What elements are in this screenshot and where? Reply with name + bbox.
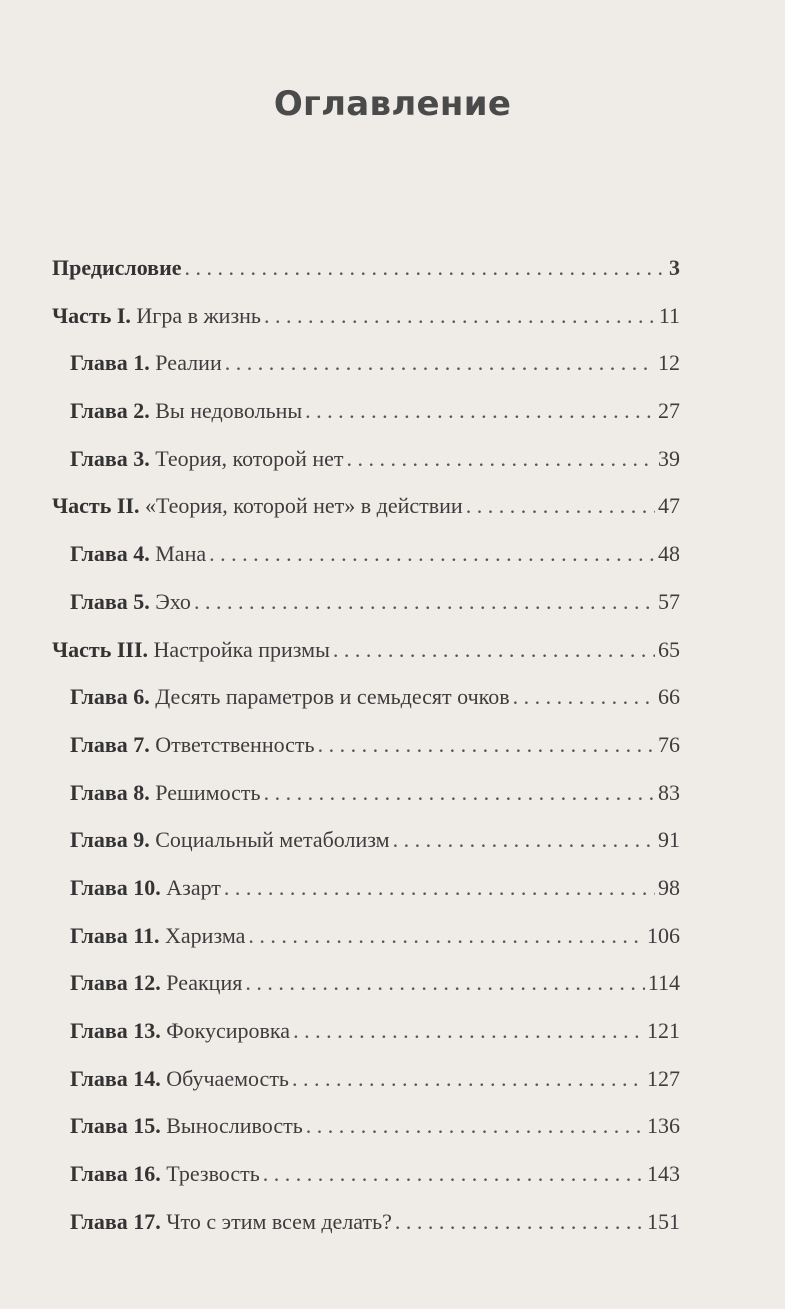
entry-label: [52, 486, 463, 526]
page-number: 83: [658, 779, 680, 805]
page-number: 106: [647, 922, 680, 948]
entry-label: [70, 916, 245, 956]
entry-prefix: Глава 16.: [70, 1161, 161, 1187]
dot-leader: [209, 534, 655, 574]
page-number: 151: [647, 1208, 680, 1234]
dot-leader: [333, 630, 655, 670]
page-number: 11: [658, 302, 680, 328]
entry-title: Трезвость: [166, 1161, 260, 1187]
entry-label: [70, 725, 315, 765]
entry-prefix: Глава 11.: [70, 922, 160, 948]
toc-chapter-entry: [52, 1154, 680, 1202]
toc-chapter-entry: [52, 1059, 680, 1107]
dot-leader: [263, 1154, 644, 1194]
page-number: 27: [658, 398, 680, 424]
toc-chapter-entry: [52, 773, 680, 821]
entry-title: «Теория, которой нет» в действии: [144, 493, 463, 519]
entry-label: [70, 1154, 260, 1194]
entry-title: Десять параметров и семьдесят очков: [155, 684, 510, 710]
page-number: 114: [647, 970, 680, 996]
entry-label: [52, 630, 330, 670]
page-number: 47: [658, 493, 680, 519]
entry-prefix: Глава 4.: [70, 541, 150, 567]
dot-leader: [224, 868, 655, 908]
entry-title: Что с этим всем делать?: [166, 1208, 392, 1234]
toc-chapter-entry: [52, 391, 680, 439]
page-number: 39: [658, 445, 680, 471]
page-number: 91: [658, 827, 680, 853]
dot-leader: [393, 820, 655, 860]
entry-label: [70, 439, 344, 479]
entry-label: [70, 582, 191, 622]
toc-chapter-entry: [52, 582, 680, 630]
page-number: 65: [658, 636, 680, 662]
entry-prefix: Глава 12.: [70, 970, 161, 996]
entry-title: Азарт: [166, 874, 221, 900]
dot-leader: [395, 1202, 644, 1242]
dot-leader: [292, 1059, 644, 1099]
toc-chapter-entry: [52, 868, 680, 916]
entry-label: [70, 1059, 289, 1099]
entry-title: Настройка призмы: [153, 636, 330, 662]
toc-part-entry: [52, 248, 680, 296]
toc-part-entry: [52, 486, 680, 534]
dot-leader: [293, 1011, 644, 1051]
entry-label: [70, 391, 302, 431]
dot-leader: [248, 916, 644, 956]
dot-leader: [513, 677, 655, 717]
entry-prefix: Предисловие: [52, 255, 182, 280]
toc-chapter-entry: [52, 820, 680, 868]
entry-title: Социальный метаболизм: [155, 827, 390, 853]
entry-prefix: Глава 13.: [70, 1018, 161, 1043]
toc-chapter-entry: [52, 677, 680, 725]
page-number: 143: [647, 1161, 680, 1187]
entry-title: Теория, которой нет: [155, 445, 344, 471]
dot-leader: [194, 582, 655, 622]
entry-prefix: Глава 6.: [70, 684, 150, 710]
entry-prefix: Часть III.: [52, 636, 149, 662]
entry-prefix: Глава 9.: [70, 827, 150, 853]
entry-label: [70, 868, 221, 908]
entry-prefix: Глава 15.: [70, 1113, 161, 1139]
entry-label: [52, 248, 182, 288]
page-number: 3: [669, 255, 680, 280]
page-number: 121: [647, 1018, 680, 1043]
entry-title: Вы недовольны: [155, 398, 303, 424]
page-number: 98: [658, 874, 680, 900]
dot-leader: [225, 343, 655, 383]
entry-title: Фокусировка: [166, 1018, 291, 1043]
entry-label: [70, 1106, 303, 1146]
dot-leader: [306, 1106, 644, 1146]
entry-prefix: Глава 3.: [70, 445, 150, 471]
dot-leader: [264, 296, 656, 336]
entry-title: Реакция: [166, 970, 243, 996]
dot-leader: [264, 773, 655, 813]
entry-title: Харизма: [165, 922, 246, 948]
entry-prefix: Глава 2.: [70, 398, 150, 424]
entry-label: [70, 343, 222, 383]
entry-prefix: Глава 17.: [70, 1208, 161, 1234]
dot-leader: [466, 486, 655, 526]
entry-prefix: Глава 8.: [70, 779, 150, 805]
page-title: Оглавление: [273, 84, 512, 124]
toc-part-entry: [52, 296, 680, 344]
dot-leader: [305, 391, 655, 431]
entry-title: Игра в жизнь: [136, 302, 261, 328]
page-number: 48: [658, 541, 680, 567]
entry-prefix: Часть II.: [52, 493, 140, 519]
entry-prefix: Глава 14.: [70, 1065, 161, 1091]
toc-chapter-entry: [52, 916, 680, 964]
page-number: 76: [658, 731, 680, 757]
toc-part-entry: [52, 630, 680, 678]
entry-title: Выносливость: [166, 1113, 303, 1139]
page-number: 136: [647, 1113, 680, 1139]
entry-prefix: Глава 5.: [70, 588, 150, 614]
toc-chapter-entry: [52, 534, 680, 582]
page-number: 66: [658, 684, 680, 710]
entry-label: [70, 534, 206, 574]
page-number: 57: [658, 588, 680, 614]
page-number: 12: [658, 350, 680, 376]
toc-chapter-entry: [52, 439, 680, 487]
entry-label: [70, 820, 390, 860]
entry-title: Решимость: [155, 779, 261, 805]
entry-prefix: Глава 7.: [70, 731, 150, 757]
entry-prefix: Глава 10.: [70, 874, 161, 900]
entry-label: [70, 773, 261, 813]
entry-title: Мана: [155, 541, 207, 567]
dot-leader: [347, 439, 655, 479]
entry-label: [70, 1011, 290, 1051]
entry-title: Ответственность: [155, 731, 315, 757]
dot-leader: [185, 248, 666, 288]
entry-prefix: Часть I.: [52, 302, 131, 328]
dot-leader: [318, 725, 655, 765]
entry-label: [70, 1202, 392, 1242]
toc-chapter-entry: [52, 1106, 680, 1154]
entry-title: Обучаемость: [166, 1065, 289, 1091]
toc-chapter-entry: [52, 725, 680, 773]
toc-chapter-entry: [52, 1011, 680, 1059]
entry-title: Эхо: [155, 588, 191, 614]
toc-chapter-entry: [52, 343, 680, 391]
entry-label: [70, 677, 510, 717]
dot-leader: [245, 963, 644, 1003]
page-number: 127: [647, 1065, 680, 1091]
toc-chapter-entry: [52, 963, 680, 1011]
entry-label: [70, 963, 242, 1003]
entry-prefix: Глава 1.: [70, 350, 150, 376]
toc-chapter-entry: [52, 1202, 680, 1250]
table-of-contents: [52, 248, 680, 1249]
entry-label: [52, 296, 261, 336]
entry-title: Реалии: [155, 350, 222, 376]
